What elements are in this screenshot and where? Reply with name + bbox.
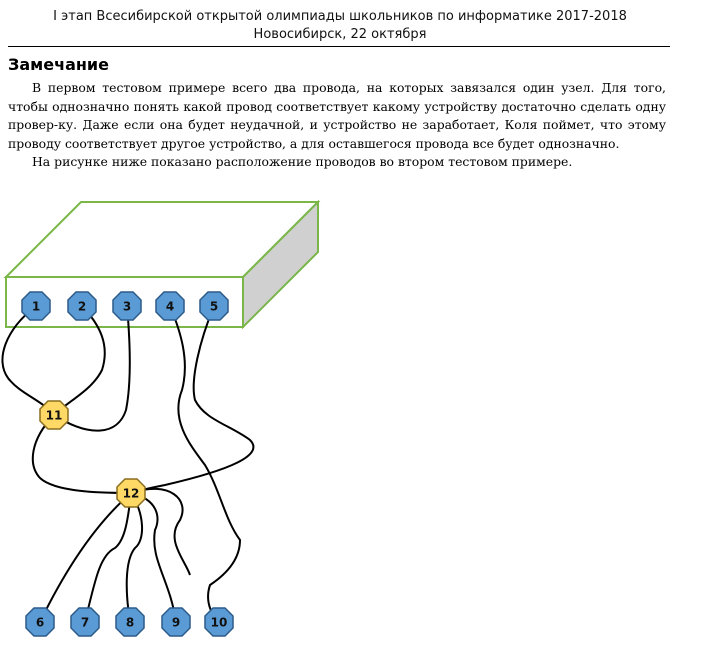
port-1-label: 1 bbox=[31, 299, 41, 314]
port-3-label: 3 bbox=[122, 299, 132, 314]
end-8-label: 8 bbox=[125, 615, 135, 630]
end-10 bbox=[205, 608, 233, 636]
port-3 bbox=[113, 292, 141, 320]
section-body bbox=[8, 79, 666, 172]
knot-12 bbox=[117, 479, 145, 507]
page-header bbox=[0, 8, 680, 44]
knot-11 bbox=[40, 401, 68, 429]
port-1 bbox=[22, 292, 50, 320]
paragraph-1: В первом тестовом примере всего два провода, на которых завязался один узел. Для того, чтобы однозначно понять какой провод соответствует какому устройству достаточно сделать одну провер-ку. Даже если она будет неудачной, и устройство не заработает, Коля поймет, что этому проводу соответствует другое устройство, а для оставшегося провода все будет однозначно. bbox=[8, 80, 666, 151]
port-2-label: 2 bbox=[77, 299, 87, 314]
section-title: Замечание bbox=[8, 55, 109, 74]
wire-9 bbox=[131, 493, 176, 622]
knot-12-label: 12 bbox=[122, 486, 140, 501]
header-divider bbox=[8, 46, 670, 47]
end-6 bbox=[26, 608, 54, 636]
end-7-label: 7 bbox=[80, 615, 90, 630]
wire-6 bbox=[40, 493, 131, 622]
header-subtitle: Новосибирск, 22 октября bbox=[253, 27, 427, 42]
knot-11-label: 11 bbox=[45, 408, 63, 423]
end-8 bbox=[116, 608, 144, 636]
port-4 bbox=[156, 292, 184, 320]
end-9-label: 9 bbox=[171, 615, 181, 630]
port-2 bbox=[68, 292, 96, 320]
wire-4 bbox=[170, 306, 240, 622]
wires bbox=[2, 306, 253, 622]
header-title: I этап Всесибирской открытой олимпиады школьников по информатике 2017-2018 bbox=[53, 9, 627, 24]
port-5 bbox=[200, 292, 228, 320]
port-5-label: 5 bbox=[209, 299, 219, 314]
ends bbox=[26, 608, 233, 636]
wires-figure bbox=[0, 190, 340, 647]
end-7 bbox=[71, 608, 99, 636]
wire-5 bbox=[131, 306, 253, 493]
end-9 bbox=[162, 608, 190, 636]
paragraph-2: На рисунке ниже показано расположение проводов во втором тестовом примере. bbox=[32, 154, 573, 169]
wire-7 bbox=[85, 493, 131, 622]
end-10-label: 10 bbox=[210, 615, 228, 630]
end-6-label: 6 bbox=[35, 615, 45, 630]
port-4-label: 4 bbox=[165, 299, 175, 314]
